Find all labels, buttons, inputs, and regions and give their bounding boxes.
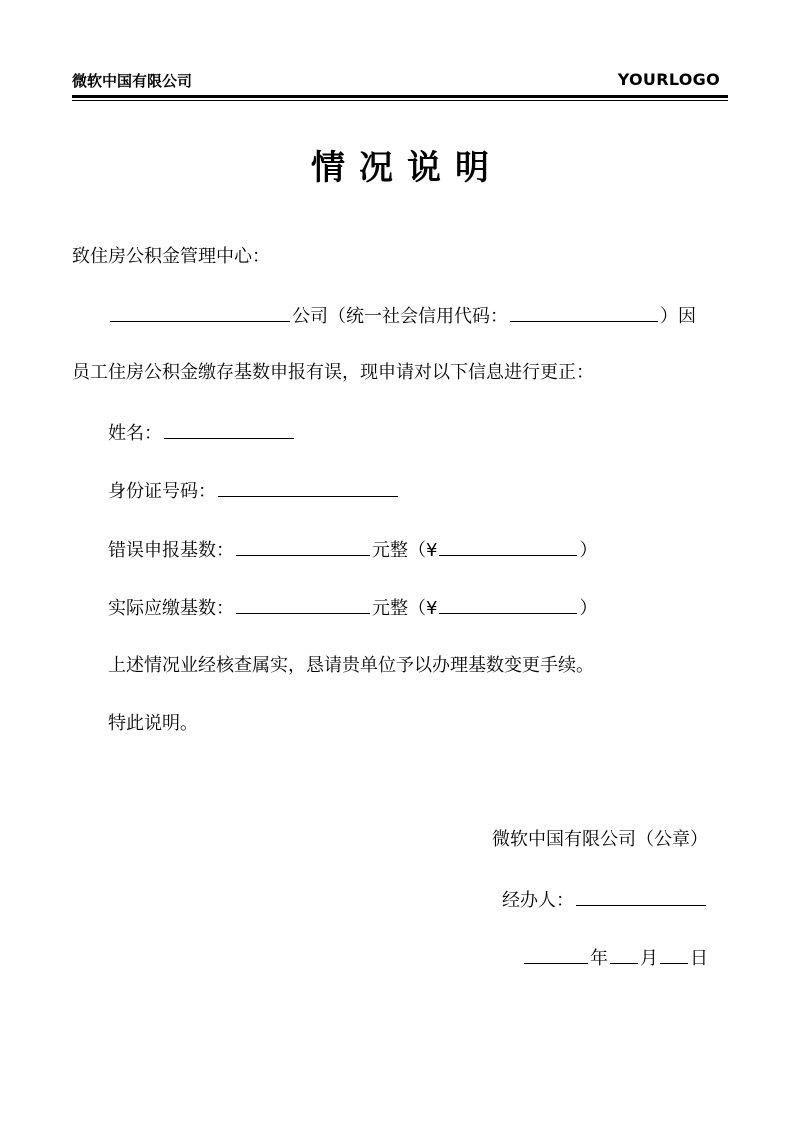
handler-label: 经办人： [502,890,574,911]
header-logo: YOURLOGO [617,70,720,89]
credit-code-blank[interactable] [510,303,658,322]
handler-row [502,887,708,913]
header-company-name: 微软中国有限公司 [72,72,193,90]
document-title: 情况说明 [311,148,503,188]
actual-base-amount-blank[interactable] [236,595,370,614]
company-line-end-text: ）因 [660,306,696,327]
wrong-base-field-row [108,537,597,563]
month-label: 月 [640,948,658,969]
actual-base-field-row [108,595,597,621]
company-seal-line: 微软中国有限公司（公章） [492,829,708,850]
company-line [108,303,696,329]
header-divider-thick [72,95,728,98]
name-field-row [108,420,296,446]
wrong-base-close-paren: ） [579,540,598,561]
day-label: 日 [690,948,708,969]
id-number-blank[interactable] [218,478,398,497]
handler-blank[interactable] [576,887,706,906]
wrong-base-label: 错误申报基数： [108,540,234,561]
company-suffix-text: 公司（统一社会信用代码： [292,306,508,327]
request-line: 上述情况业经核查属实，恳请贵单位予以办理基数变更手续。 [108,655,594,676]
wrong-base-amount-blank[interactable] [236,537,370,556]
actual-base-label: 实际应缴基数： [108,598,234,619]
actual-base-yuan-label: 元整（¥ [372,598,438,619]
actual-base-close-paren: ） [579,598,598,619]
id-number-field-row [108,478,400,504]
name-label: 姓名： [108,423,162,444]
name-blank[interactable] [164,420,294,439]
actual-base-figure-blank[interactable] [439,595,577,614]
header-divider-thin [72,100,728,101]
year-label: 年 [590,948,608,969]
company-name-blank[interactable] [110,303,290,322]
day-blank[interactable] [660,945,688,964]
wrong-base-figure-blank[interactable] [439,537,577,556]
page-header [72,68,728,94]
month-blank[interactable] [610,945,638,964]
year-blank[interactable] [524,945,588,964]
salutation: 致住房公积金管理中心： [72,246,270,267]
wrong-base-yuan-label: 元整（¥ [372,540,438,561]
closing-line: 特此说明。 [108,713,198,734]
statement-line: 员工住房公积金缴存基数申报有误，现申请对以下信息进行更正： [72,362,594,383]
date-row [522,945,708,971]
id-number-label: 身份证号码： [108,481,216,502]
